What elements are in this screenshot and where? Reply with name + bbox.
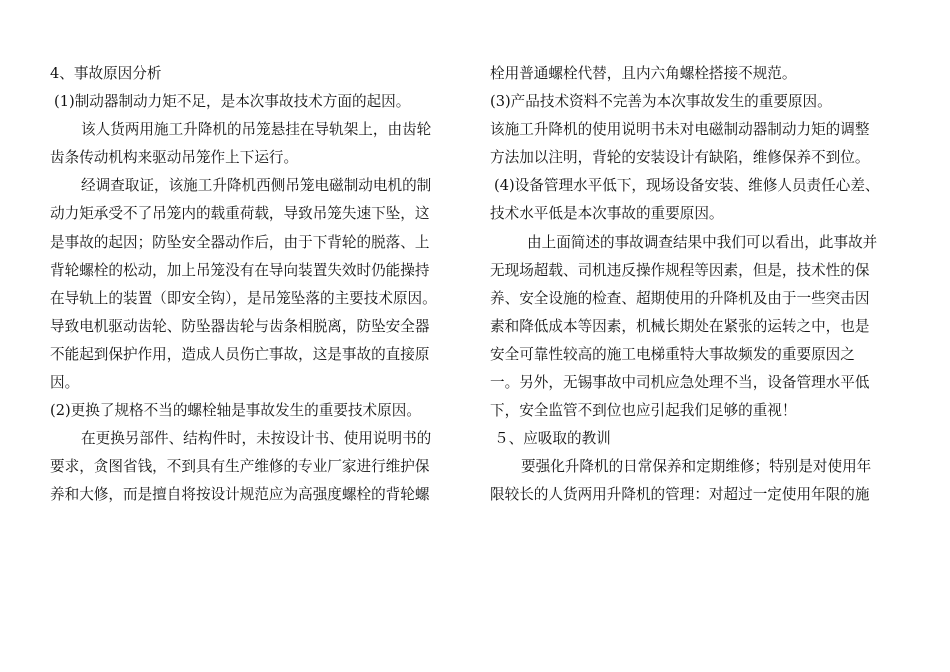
left-text-line: 齿条传动机构来驱动吊笼作上下运行。 [50,149,299,167]
left-text-line: 不能起到保护作用，造成人员伤亡事故，这是事故的直接原 [50,345,430,363]
right-text-line: 素和降低成本等因素，机械长期处在紧张的运转之中，也是 [490,317,870,335]
right-text-line: 限较长的人货两用升降机的管理：对超过一定使用年限的施 [490,486,870,504]
right-text-line: 安全可靠性较高的施工电梯重特大事故频发的重要原因之 [490,345,855,363]
left-text-line: 该人货两用施工升降机的吊笼悬挂在导轨架上，由齿轮 [81,121,432,139]
left-text-line: 是事故的起因；防坠安全器动作后，由于下背轮的脱落、上 [50,233,430,251]
right-text-line: (4)设备管理水平低下，现场设备安装、维修人员责任心差、 [494,177,880,195]
left-text-line: 要求，贪图省钱，不到具有生产维修的专业厂家进行维护保 [50,458,430,476]
right-text-line: 栓用普通螺栓代替，且内六角螺栓搭接不规范。 [490,65,797,82]
right-text-line: ５、应吸取的教训 [494,430,611,448]
right-text-line: 由上面简述的事故调查结果中我们可以看出，此事故并 [527,233,878,251]
left-text-line: (2)更换了规格不当的螺栓轴是事故发生的重要技术原因。 [50,402,421,420]
left-text-line: 导致电机驱动齿轮、防坠器齿轮与齿条相脱离，防坠安全器 [50,317,430,335]
left-text-line: 在更换另部件、结构件时，未按设计书、使用说明书的 [81,430,432,448]
right-column [490,60,910,510]
right-text-line: 无现场超载、司机违反操作规程等因素，但是，技术性的保 [490,261,870,279]
left-text-line: 4、事故原因分析 [50,65,162,82]
right-text-line: 方法加以注明，背轮的安装设计有缺陷，维修保养不到位。 [490,149,870,167]
right-text-line: 养、安全设施的检查、超期使用的升降机及由于一些突击因 [490,289,870,307]
left-text-line: 养和大修，而是擅自将按设计规范应为高强度螺栓的背轮螺 [50,486,430,504]
right-text-line: (3)产品技术资料不完善为本次事故发生的重要原因。 [490,93,832,111]
left-text-line: 动力矩承受不了吊笼内的载重荷载，导致吊笼失速下坠，这 [50,205,430,223]
left-column [50,60,470,510]
left-text-line: 经调查取证，该施工升降机西侧吊笼电磁制动电机的制 [81,177,432,195]
right-text-line: 一。另外，无锡事故中司机应急处理不当，设备管理水平低 [490,374,870,392]
left-text-line: 因。 [50,374,80,392]
left-text-line: 背轮螺栓的松动，加上吊笼没有在导向装置失效时仍能操持 [50,261,430,279]
left-text-line: (1)制动器制动力矩不足，是本次事故技术方面的起因。 [54,93,411,111]
right-text-line: 下，安全监管不到位也应引起我们足够的重视！ [490,402,797,420]
right-text-line: 该施工升降机的使用说明书未对电磁制动器制动力矩的调整 [490,121,870,139]
right-text-line: 要强化升降机的日常保养和定期维修；特别是对使用年 [521,458,872,476]
left-text-line: 在导轨上的装置（即安全钩），是吊笼坠落的主要技术原因。 [50,289,437,307]
right-text-line: 技术水平低是本次事故的重要原因。 [490,205,724,223]
